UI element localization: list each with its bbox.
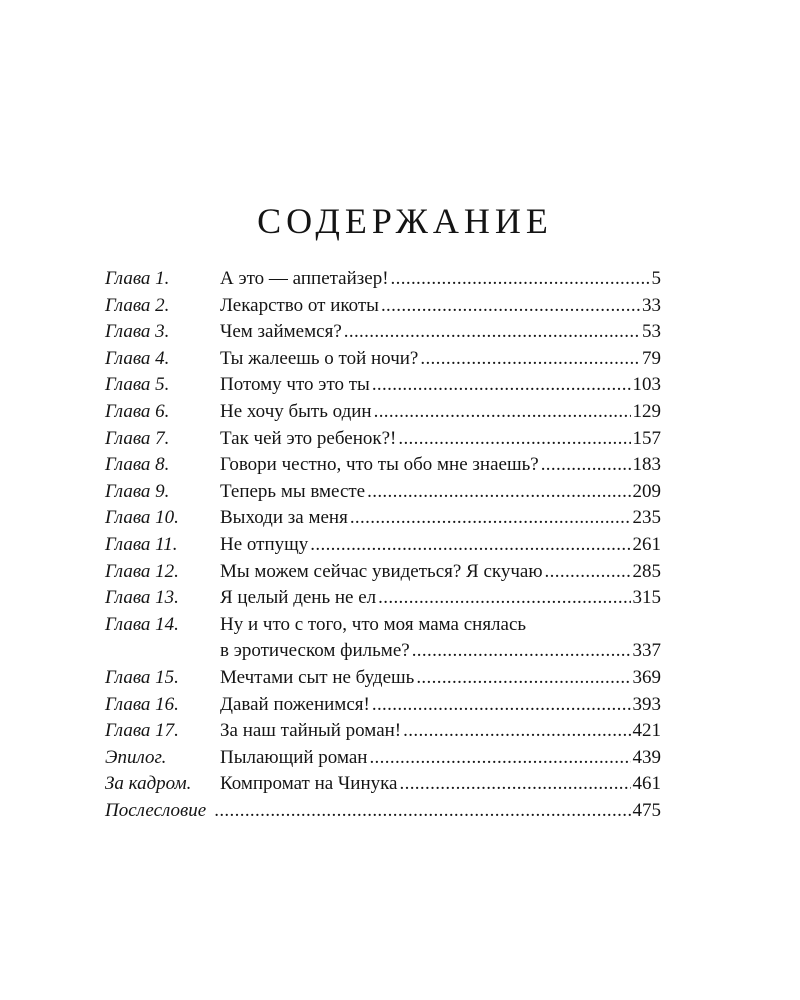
toc-entry-page: 337 [632,640,661,662]
dot-leader [541,452,631,479]
toc-entry-page: 209 [632,480,661,502]
toc-entry-page: 315 [632,587,661,609]
toc-entry-title: Пылающий роман [220,746,368,768]
toc-entry [105,798,661,825]
toc-entry-page: 157 [632,427,661,449]
toc-entry [105,505,661,532]
toc-entry-title: Мечтами сыт не будешь [220,666,415,688]
dot-leader [367,479,630,506]
toc-entry-page: 461 [632,773,661,795]
toc-entry-label: Глава 10. [105,507,179,529]
toc-entry-title: Говори честно, что ты обо мне знаешь? [220,454,539,476]
toc-entry [105,718,661,745]
dot-leader [381,293,640,320]
toc-entry [105,372,661,399]
dot-leader [350,505,631,532]
toc-entry-label: Глава 6. [105,400,170,422]
toc-entry [105,771,661,798]
toc-entry-page: 285 [632,560,661,582]
toc-entry-title: А это — аппетайзер! [220,268,389,289]
toc-entry-title-first-line: Ну и что с того, что моя мама снялась [220,613,527,635]
toc-entry-title: Потому что это ты [220,374,370,396]
toc-entry [105,426,661,453]
toc-entry-label: Глава 1. [105,268,170,289]
toc-entry-label: Глава 17. [105,720,179,742]
toc-entry-page: 53 [642,321,661,343]
toc-entry-page: 33 [642,294,661,316]
toc-entry-label: Глава 9. [105,480,170,502]
toc-entry-label: Глава 16. [105,693,179,715]
toc-entry-page: 421 [632,720,661,742]
dot-leader [416,665,630,692]
table-of-contents [105,266,661,824]
toc-entry [105,293,661,320]
toc-entry-title: Давай поженимся! [220,693,370,715]
toc-entry-title: Так чей это ребенок?! [220,427,397,449]
toc-entry-label: Глава 14. [105,613,179,635]
toc-entry-page: 369 [632,666,661,688]
page-title: СОДЕРЖАНИЕ [257,201,553,241]
toc-entry-page: 5 [651,268,661,289]
dot-leader [344,319,640,346]
toc-entry-title: Мы можем сейчас увидеться? Я скучаю [220,560,543,582]
dot-leader [545,559,631,586]
dot-leader [398,426,630,453]
toc-entry-label: Глава 3. [105,321,170,343]
toc-entry [105,559,661,586]
dot-leader [420,346,640,373]
toc-entry-label: Эпилог. [105,746,167,768]
toc-entry-title: Лекарство от икоты [220,294,379,316]
toc-entry [105,532,661,559]
toc-entry-label: За кадром. [105,773,192,795]
toc-entry-title: Теперь мы вместе [220,480,366,502]
toc-entry-page: 393 [632,693,661,715]
toc-entry-label: Глава 11. [105,533,178,555]
toc-entry-page: 129 [632,400,661,422]
toc-entry-label: Глава 5. [105,374,170,396]
toc-entry-title: Чем займемся? [220,321,342,343]
toc-entry-title: Ты жалеешь о той ночи? [220,347,419,369]
toc-entry-page: 235 [632,507,661,529]
toc-entry [105,692,661,719]
toc-entry-label: Глава 2. [105,294,170,316]
toc-entry [105,745,661,772]
toc-entry-page: 183 [632,454,661,476]
toc-entry [105,319,661,346]
dot-leader [214,798,630,825]
toc-entry-title: За наш тайный роман! [220,720,402,742]
dot-leader [378,585,630,612]
toc-entry-page: 103 [632,374,661,396]
toc-entry-title: Я целый день не ел [220,587,377,609]
toc-entry [105,612,661,665]
dot-leader [372,692,631,719]
dot-leader [374,399,631,426]
toc-entry-title: Не хочу быть один [220,400,372,422]
toc-entry [105,585,661,612]
toc-entry-label: Глава 15. [105,666,179,688]
toc-entry-page: 79 [642,347,661,369]
toc-entry-title: в эротическом фильме? [220,640,410,662]
dot-leader [369,745,630,772]
toc-entry-title: Не отпущу [220,533,309,555]
toc-entry-title: Выходи за меня [220,507,348,529]
toc-entry-label: Глава 4. [105,347,170,369]
dot-leader [400,771,631,798]
toc-entry-page: 439 [632,746,661,768]
dot-leader [372,372,631,399]
dot-leader [391,266,650,293]
toc-entry-page: 261 [632,533,661,555]
toc-entry-label: Глава 7. [105,427,170,449]
toc-entry [105,665,661,692]
toc-entry [105,266,661,293]
toc-entry-page: 475 [632,799,661,821]
toc-entry-title: Компромат на Чинука [220,773,398,795]
toc-entry-label: Глава 12. [105,560,179,582]
toc-entry-label: Послесловие [105,799,207,821]
toc-entry-label: Глава 8. [105,454,170,476]
dot-leader [403,718,630,745]
dot-leader [412,638,631,665]
toc-entry [105,479,661,506]
toc-entry [105,346,661,373]
toc-entry [105,452,661,479]
dot-leader [310,532,630,559]
toc-entry [105,399,661,426]
toc-entry-label: Глава 13. [105,587,179,609]
